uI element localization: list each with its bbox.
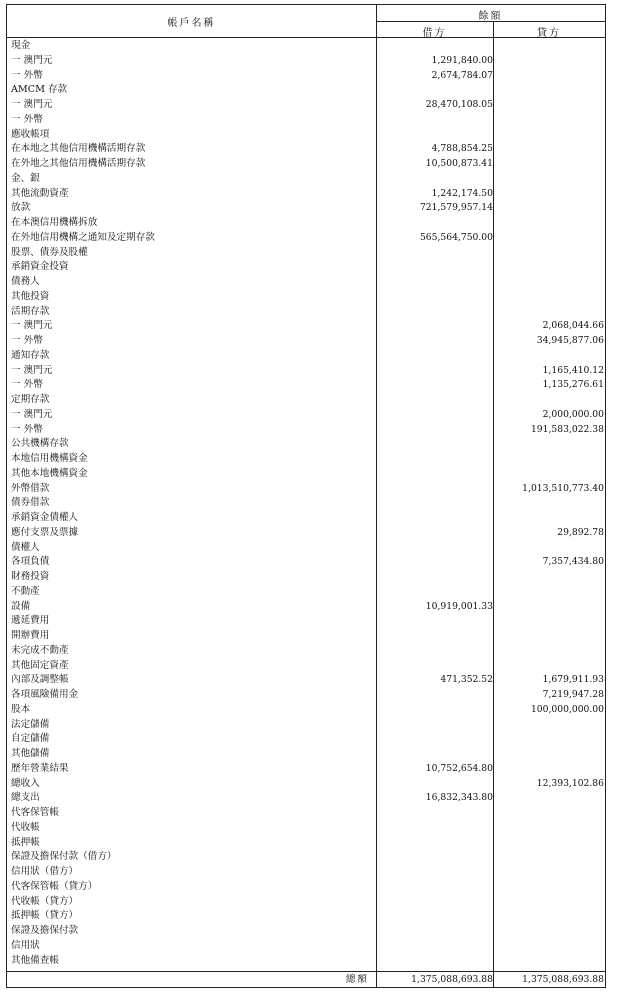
table-row [7,98,605,113]
header-balance: 餘額 [478,11,503,22]
row-name: 在外地之其他信用機構活期存款 [11,158,146,169]
row-debit: 28,470,108.05 [425,99,493,110]
row-name: 設備 [11,600,31,612]
row-name: 自定儲備 [11,733,50,745]
row-credit: 1,679,911.93 [542,674,604,686]
table-row [7,216,605,231]
row-name: 定期存款 [11,394,50,405]
table-row [7,467,605,482]
row-debit: 2,674,784.07 [431,69,493,81]
table-row [7,762,605,777]
row-name: 法定儲備 [11,718,50,730]
row-debit: 565,564,750.00 [419,231,493,243]
row-name: 歷年營業結果 [11,762,69,774]
total-credit: 1,375,088,693.88 [522,974,604,985]
table-row [7,954,605,969]
table-row [7,128,605,143]
table-row [7,83,605,98]
trial-balance-table [6,4,606,988]
table-row [7,172,605,187]
table-row [7,850,605,865]
table-row [7,452,605,467]
row-name: 一 澳門元 [11,54,53,66]
table-row [7,659,605,674]
row-credit: 12,393,102.86 [536,777,604,789]
table-row [7,496,605,511]
row-credit: 100,000,000.00 [530,703,604,715]
row-name: 在本澳信用機構拆放 [11,217,98,228]
table-row [7,187,605,202]
row-name: 信用狀（借方） [11,866,79,877]
row-name: 股票、債券及股權 [11,246,88,258]
row-name: 財務投資 [11,571,50,582]
row-name: 債權人 [11,541,40,553]
row-name: 股本 [11,703,31,715]
row-name: 不動產 [11,585,40,597]
table-row [7,231,605,246]
row-name: 內部及調整帳 [11,674,69,686]
table-row [7,791,605,806]
table-row [7,482,605,497]
table-row [7,319,605,334]
row-name: 其他固定資產 [11,659,69,671]
table-row [7,629,605,644]
row-name: 應收帳項 [11,128,50,140]
row-name: 代客保管帳 [11,807,59,818]
row-credit: 34,945,877.06 [536,335,604,346]
table-row [7,69,605,84]
row-name: 本地信用機構資金 [11,453,88,464]
row-name: 一 澳門元 [11,408,53,420]
table-row [7,393,605,408]
row-name: 保證及擔保付款 [11,925,79,936]
table-row [7,673,605,688]
row-credit: 7,219,947.28 [542,689,604,700]
row-name: 在外地信用機構之通知及定期存款 [11,231,155,243]
table-row [7,364,605,379]
row-name: 其他備查帳 [11,954,59,966]
table-row [7,157,605,172]
row-name: 一 澳門元 [11,99,53,110]
row-credit: 191,583,022.38 [530,423,604,435]
table-row [7,585,605,600]
row-name: 抵押帳 [11,836,40,848]
table-row [7,511,605,526]
table-row [7,201,605,216]
table-row [7,777,605,792]
table-row [7,718,605,733]
header-account-name: 帳戶名稱 [167,18,216,29]
row-name: 未完成不動產 [11,644,69,656]
row-name: 各項負債 [11,556,50,568]
table-row [7,541,605,556]
row-name: 抵押帳（貸方） [11,910,79,922]
row-name: 信用狀 [11,939,40,951]
table-row [7,836,605,851]
row-name: 其他本地機構資金 [11,467,88,479]
row-name: 承銷資金投資 [11,261,69,273]
row-name: 各項風險備用金 [11,689,79,700]
table-row [7,305,605,320]
row-name: 其他儲備 [11,748,50,759]
row-name: 外幣借款 [11,482,50,494]
header-debit: 借方 [422,28,447,39]
row-name: 承銷資金債權人 [11,512,79,523]
row-name: 其他流動資產 [11,187,69,199]
table-row [7,142,605,157]
table-row [7,275,605,290]
row-name: 金、銀 [11,172,40,184]
row-name: 代收帳（貸方） [11,895,79,907]
total-row [7,971,605,987]
row-name: 債務人 [11,276,40,287]
row-credit: 1,165,410.12 [542,364,604,376]
row-name: 代收帳 [11,821,40,833]
table-row [7,526,605,541]
row-name: 在本地之其他信用機構活期存款 [11,143,146,155]
row-debit: 471,352.52 [440,674,493,686]
total-debit: 1,375,088,693.88 [411,974,493,985]
table-row [7,570,605,585]
table-row [7,54,605,69]
table-row [7,437,605,452]
table-row [7,408,605,423]
row-name: 放款 [11,202,31,214]
table-row [7,39,605,54]
row-credit: 1,013,510,773.40 [522,482,604,494]
row-name: 代客保管帳（貸方） [11,880,98,892]
table-row [7,423,605,438]
row-name: 債券借款 [11,497,50,509]
row-name: 保證及擔保付款（借方） [11,851,117,863]
row-name: 現金 [11,40,31,51]
row-name: 總支出 [11,792,40,804]
table-row [7,246,605,261]
row-name: 一 澳門元 [11,320,53,332]
row-debit: 10,500,873.41 [425,158,493,169]
header-credit: 貸方 [537,28,561,39]
row-debit: 4,788,854.25 [431,143,493,155]
table-row [7,703,605,718]
table-row [7,260,605,275]
table-row [7,880,605,895]
row-name: 其他投資 [11,290,50,302]
table-row [7,806,605,821]
row-name: 通知存款 [11,349,50,361]
table-row [7,334,605,349]
row-name: 應付支票及票據 [11,526,79,538]
row-credit: 29,892.78 [557,526,604,538]
table-body [7,39,605,968]
table-row [7,688,605,703]
row-debit: 1,291,840.00 [431,54,493,66]
row-name: AMCM 存款 [11,84,68,96]
row-credit: 7,357,434.80 [542,556,604,568]
row-debit: 10,752,654.80 [425,762,493,774]
total-label: 總額 [345,974,369,985]
row-name: 公共機構存款 [11,438,69,450]
table-row [7,895,605,910]
row-debit: 16,832,343.80 [425,792,493,804]
row-name: 一 澳門元 [11,364,53,376]
table-row [7,865,605,880]
table-row [7,614,605,629]
table-row [7,600,605,615]
row-debit: 10,919,001.33 [425,600,493,612]
row-name: 一 外幣 [11,335,43,346]
row-debit: 721,579,957.14 [419,202,493,214]
table-row [7,349,605,364]
row-credit: 1,135,276.61 [542,379,604,391]
row-name: 遞延費用 [11,615,50,627]
table-row [7,732,605,747]
table-row [7,821,605,836]
table-row [7,924,605,939]
table-row [7,644,605,659]
row-name: 一 外幣 [11,69,43,81]
table-row [7,555,605,570]
table-row [7,747,605,762]
row-credit: 2,068,044.66 [542,320,604,332]
row-name: 開辦費用 [11,630,50,641]
row-name: 一 外幣 [11,423,43,435]
row-name: 活期存款 [11,305,50,317]
row-debit: 1,242,174.50 [431,187,493,199]
table-row [7,378,605,393]
row-credit: 2,000,000.00 [542,408,604,420]
row-name: 總收入 [11,777,40,789]
row-name: 一 外幣 [11,379,43,391]
row-name: 一 外幣 [11,113,43,125]
table-row [7,939,605,954]
table-row [7,909,605,924]
table-row [7,290,605,305]
table-row [7,113,605,128]
